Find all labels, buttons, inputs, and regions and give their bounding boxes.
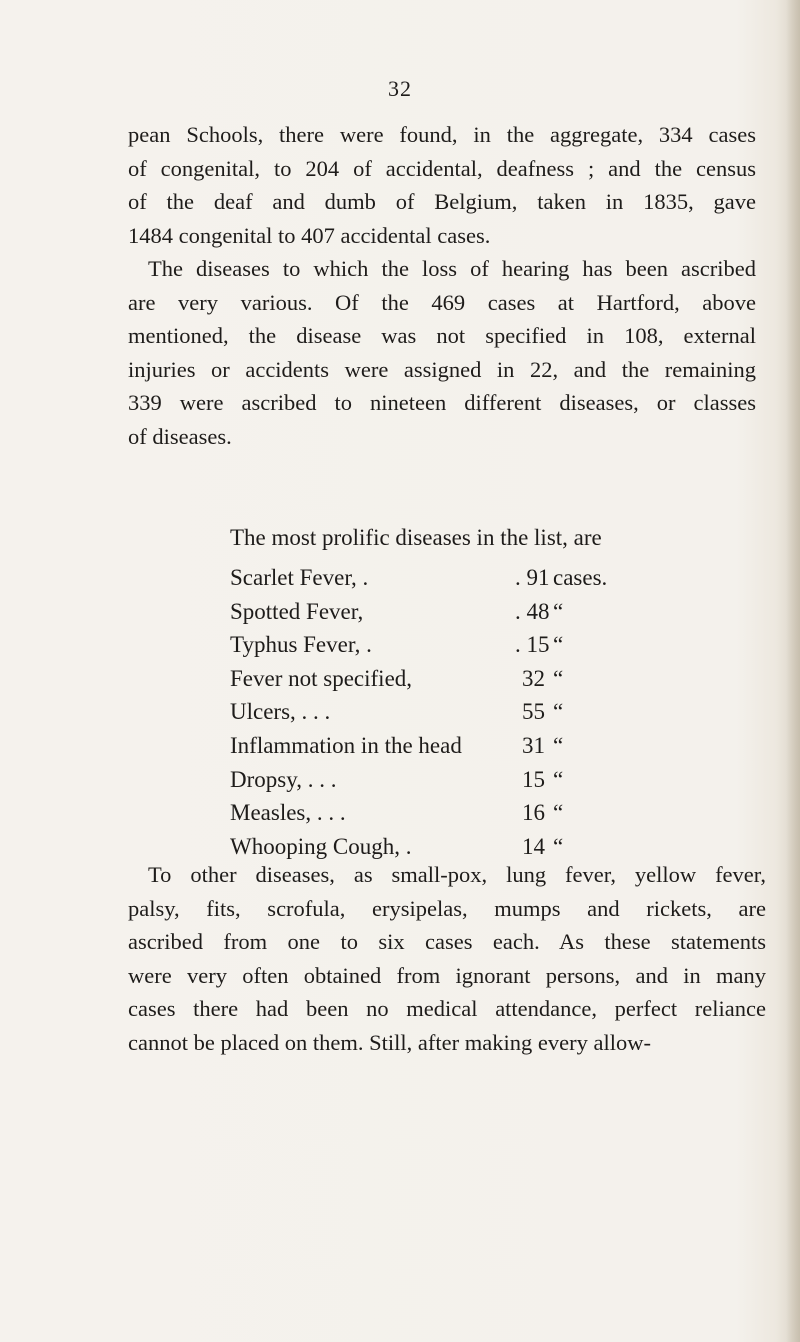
text-line: ascribed from one to six cases each. As these statements [128, 929, 766, 954]
case-unit: “ [553, 766, 564, 792]
text-line: 339 were ascribed to nineteen different diseases, or classes [128, 390, 756, 415]
text-line: injuries or accidents were assigned in 22, and the remaining [128, 356, 756, 382]
text-line: of diseases. [128, 423, 232, 449]
case-unit: cases. [553, 565, 608, 590]
page-number: 32 [388, 76, 412, 101]
case-unit: “ [553, 632, 564, 658]
table-row [230, 763, 670, 797]
text-line: To other diseases, as small-pox, lung fever, yellow fever, [148, 862, 766, 887]
text-line: of congenital, to 204 of accidental, deafness ; and the census [128, 155, 756, 181]
case-count: 15 [522, 766, 545, 792]
disease-name: Ulcers, . . . [230, 699, 331, 725]
case-count: 55 [522, 699, 545, 725]
case-count: 14 [522, 833, 545, 859]
table-row [230, 695, 670, 729]
case-unit: “ [553, 800, 564, 826]
text-line: 1484 congenital to 407 accidental cases. [128, 222, 491, 248]
text-line: were very often obtained from ignorant persons, and in many [128, 962, 766, 988]
disease-name: Dropsy, . . . [230, 766, 337, 792]
case-unit: “ [553, 732, 564, 758]
text-line: The diseases to which the loss of hearing has been ascribed [148, 256, 756, 281]
text-line: pean Schools, there were found, in the aggregate, 334 cases [128, 122, 756, 147]
case-count: . 91 [515, 565, 550, 590]
paragraph-1 [128, 118, 756, 252]
disease-table [230, 561, 670, 863]
disease-name: Inflammation in the head [230, 732, 462, 758]
table-row [230, 561, 670, 595]
table-row [230, 628, 670, 662]
case-count: 16 [522, 800, 545, 826]
text-line: are very various. Of the 469 cases at Hartford, above [128, 289, 756, 315]
paragraph-3 [128, 858, 766, 1059]
text-line: palsy, fits, scrofula, erysipelas, mumps and rickets, are [128, 895, 766, 921]
page-edge-shadow [786, 0, 800, 1342]
disease-name: Scarlet Fever, . [230, 565, 369, 590]
case-count: . 15 [515, 632, 550, 658]
text-line: cannot be placed on them. Still, after making every allow- [128, 1029, 651, 1055]
case-count: 31 [522, 732, 545, 758]
disease-name: Spotted Fever, [230, 598, 364, 624]
disease-name: Whooping Cough, . [230, 833, 412, 859]
paragraph-2 [128, 252, 756, 453]
table-row [230, 595, 670, 629]
disease-name: Typhus Fever, . [230, 632, 372, 658]
case-unit: “ [553, 699, 564, 725]
disease-name: Measles, . . . [230, 800, 346, 826]
text-line: mentioned, the disease was not specified in 108, external [128, 323, 756, 348]
case-unit: “ [553, 665, 564, 691]
case-count: 32 [522, 665, 545, 691]
table-row [230, 796, 670, 830]
table-row [230, 662, 670, 696]
table-row [230, 729, 670, 763]
text-line: of the deaf and dumb of Belgium, taken in 1835, gave [128, 189, 756, 214]
case-unit: “ [553, 833, 564, 859]
text-line: cases there had been no medical attendance, perfect reliance [128, 996, 766, 1021]
disease-name: Fever not specified, [230, 665, 413, 691]
table-intro: The most prolific diseases in the list, are [230, 525, 602, 550]
case-unit: “ [553, 598, 564, 624]
case-count: . 48 [515, 598, 550, 624]
